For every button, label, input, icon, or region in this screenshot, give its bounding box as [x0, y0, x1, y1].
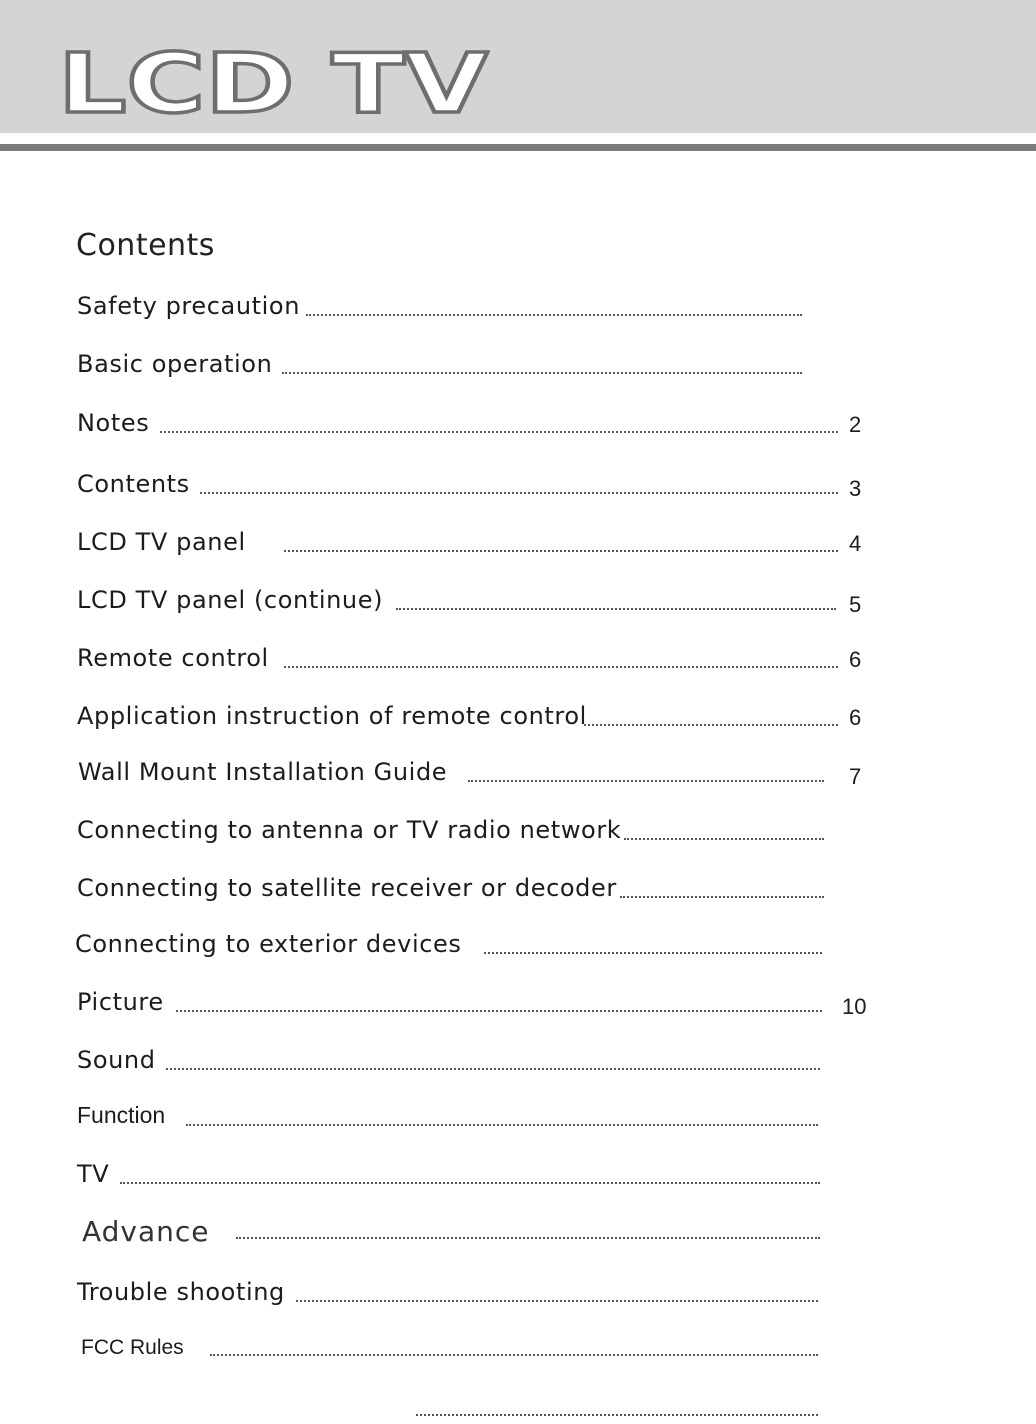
toc-label: TV	[77, 1160, 110, 1188]
toc-entry	[0, 930, 1036, 962]
toc-entry	[0, 350, 1036, 382]
toc-entry	[0, 1336, 1036, 1368]
logo-text: LCD TV	[58, 46, 489, 118]
toc-leader-dots	[186, 1124, 818, 1126]
toc-entry	[0, 1160, 1036, 1192]
toc-entry	[0, 586, 1036, 618]
toc-label: Contents	[77, 470, 190, 498]
toc-entry	[0, 816, 1036, 848]
toc-entry	[0, 874, 1036, 906]
toc-entry	[0, 1392, 1036, 1424]
toc-entry	[0, 292, 1036, 324]
toc-entry	[0, 1102, 1036, 1134]
toc-leader-dots	[282, 372, 802, 374]
header-rule	[0, 144, 1036, 151]
toc-label: Application instruction of remote control	[77, 702, 587, 730]
toc-page-number: 6	[849, 647, 862, 672]
toc-leader-dots	[166, 1068, 820, 1070]
toc-label: Connecting to exterior devices	[75, 930, 462, 958]
toc-entry	[0, 758, 1036, 790]
toc-entry	[0, 702, 1036, 734]
toc-label: Function	[77, 1102, 166, 1128]
toc-page-number: 6	[849, 705, 862, 730]
toc-label: Wall Mount Installation Guide	[78, 758, 448, 786]
toc-label: Advance	[82, 1215, 210, 1248]
toc-label: Notes	[77, 409, 150, 437]
toc-leader-dots	[210, 1354, 818, 1356]
toc-label: Sound	[77, 1046, 156, 1074]
toc-entry	[0, 1215, 1036, 1247]
toc-leader-dots	[584, 724, 838, 726]
toc-leader-dots	[396, 608, 836, 610]
toc-leader-dots	[296, 1300, 818, 1302]
toc-leader-dots	[236, 1237, 820, 1239]
toc-page-number: 4	[849, 531, 862, 556]
toc-leader-dots	[620, 896, 824, 898]
toc-leader-dots	[284, 666, 838, 668]
toc-page-number: 10	[842, 994, 867, 1019]
toc-leader-dots	[624, 838, 824, 840]
lcd-tv-logo	[58, 46, 490, 118]
toc-entry	[0, 988, 1036, 1020]
toc-page-number: 3	[849, 476, 862, 501]
toc-leader-dots	[176, 1010, 822, 1012]
toc-leader-dots	[200, 492, 838, 494]
toc-label: Connecting to satellite receiver or decoder	[77, 874, 617, 902]
toc-page-number: 7	[849, 764, 862, 789]
toc-entry	[0, 470, 1036, 502]
toc-label: FCC Rules	[81, 1336, 184, 1359]
toc-leader-dots	[484, 952, 822, 954]
toc-label: Trouble shooting	[77, 1278, 285, 1306]
toc-entry	[0, 1278, 1036, 1310]
toc-label: Basic operation	[77, 350, 273, 378]
toc-leader-dots	[160, 431, 838, 433]
toc-label: Remote control	[77, 644, 269, 672]
contents-title: Contents	[76, 228, 215, 263]
toc-label: LCD TV panel (continue)	[77, 586, 384, 614]
toc-leader-dots	[468, 780, 824, 782]
toc-leader-dots	[120, 1182, 820, 1184]
toc-label: LCD TV panel	[77, 528, 246, 556]
header-gap	[0, 133, 1036, 144]
toc-entry	[0, 528, 1036, 560]
toc-page-number: 5	[849, 592, 862, 617]
toc-label: Connecting to antenna or TV radio network	[77, 816, 622, 844]
toc-leader-dots	[416, 1414, 818, 1416]
toc-entry	[0, 1046, 1036, 1078]
toc-label: Picture	[77, 988, 164, 1016]
toc-leader-dots	[306, 314, 802, 316]
toc-entry	[0, 644, 1036, 676]
toc-page-number: 2	[849, 412, 862, 437]
toc-leader-dots	[284, 550, 838, 552]
toc-label: Safety precaution	[77, 292, 301, 320]
toc-entry	[0, 409, 1036, 441]
